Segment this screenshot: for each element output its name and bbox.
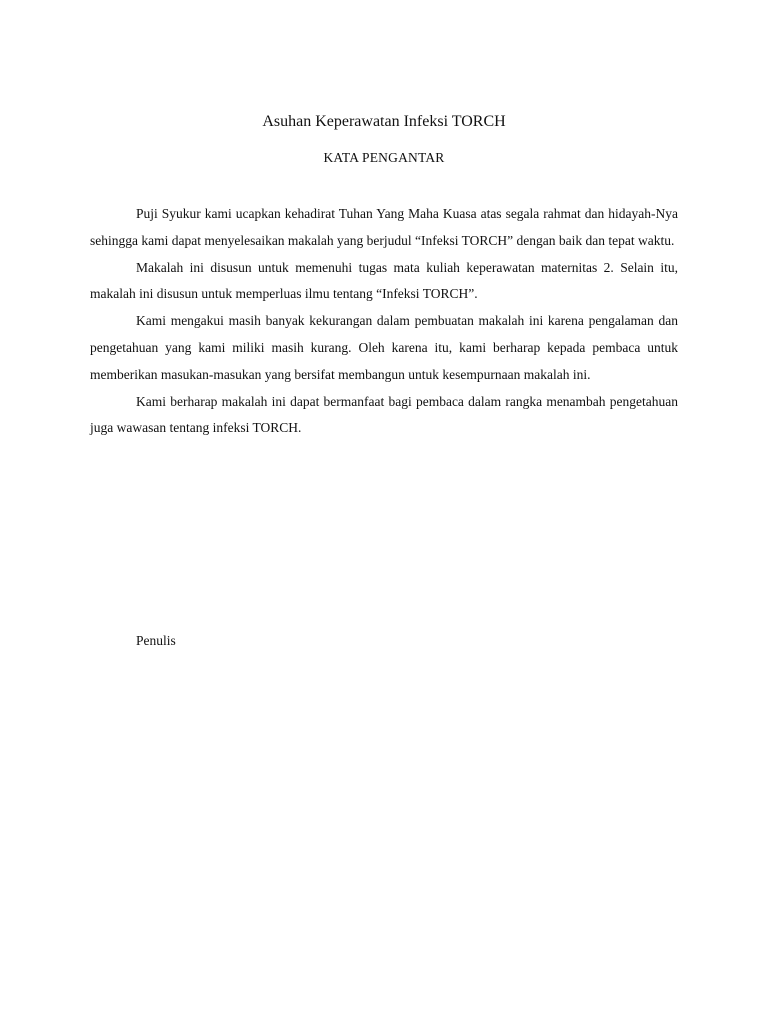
signature: Penulis	[136, 633, 176, 648]
paragraph: Puji Syukur kami ucapkan kehadirat Tuhan Yang Maha Kuasa atas segala rahmat dan hidayah-Nya sehingga kami dapat menyelesaikan makalah yang berjudul “Infeksi TORCH” dengan baik dan tepat waktu.	[90, 206, 678, 248]
paragraph: Makalah ini disusun untuk memenuhi tugas mata kuliah keperawatan maternitas 2. Selain itu, makalah ini disusun untuk memperluas ilmu tentang “Infeksi TORCH”.	[90, 259, 678, 302]
paragraph: Kami berharap makalah ini dapat bermanfaat bagi pembaca dalam rangka menambah pengetahuan juga wawasan tentang infeksi TORCH.	[90, 393, 678, 436]
paragraph: Kami mengakui masih banyak kekurangan dalam pembuatan makalah ini karena pengalaman dan pengetahuan yang kami miliki masih kurang. Oleh karena itu, kami berharap kepada pembaca untuk memberikan masukan-masukan yang bersifat membangun untuk kesempurnaan makalah ini.	[90, 313, 678, 382]
body-text	[90, 201, 678, 442]
document-title: Asuhan Keperawatan Infeksi TORCH	[262, 113, 506, 130]
section-heading: KATA PENGANTAR	[323, 150, 445, 165]
